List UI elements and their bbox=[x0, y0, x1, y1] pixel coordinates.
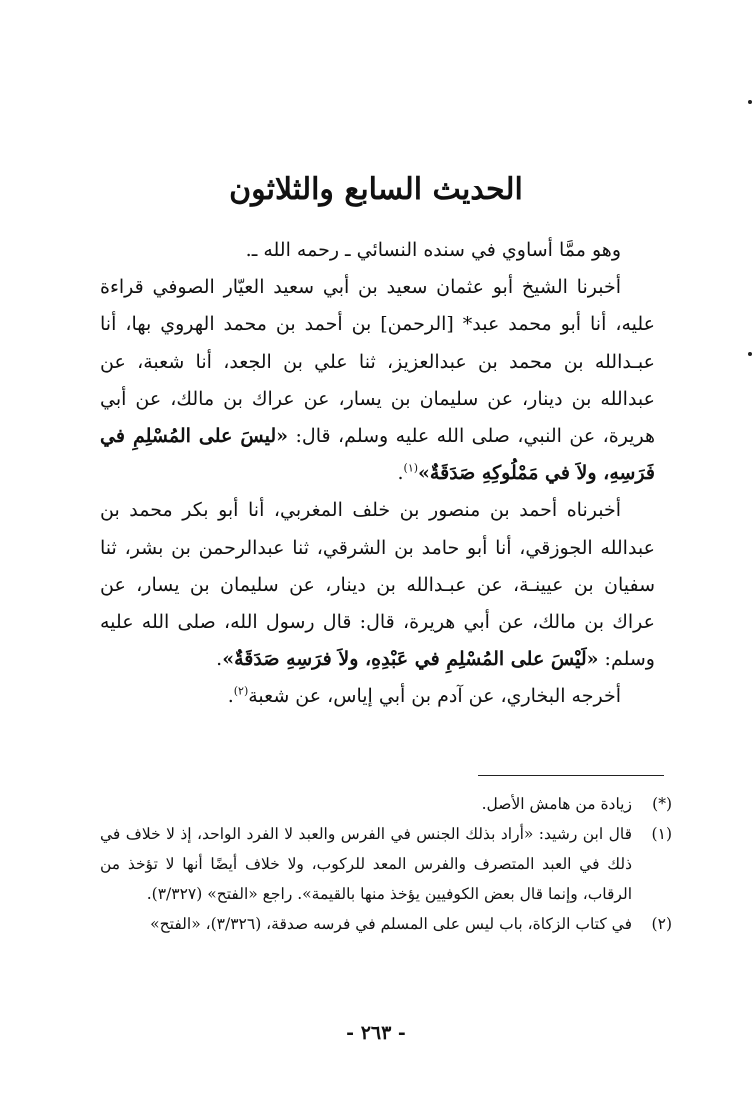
sentence-end: . bbox=[227, 685, 234, 708]
sentence-end: . bbox=[397, 462, 404, 485]
hadith-matn: «لَيْسَ على المُسْلِمِ في عَبْدِهِ، ولاَ فرَسِهِ صَدَقَةٌ» bbox=[222, 648, 599, 671]
page-number: - ٢٦٣ - bbox=[346, 1022, 406, 1044]
footnote-text: قال ابن رشيد: «أراد بذلك الجنس في الفرس والعبد لا الفرد الواحد، إذ لا خلاف في ذلك في العبد المتصرف والفرس المعد للركوب، ولا خلاف أيضًا أنها لا تؤخذ من الرقاب، وإنما قال بعض الكوفيين يؤخذ منها بالقيمة». راجع «الفتح» (٣/٣٢٧). bbox=[100, 825, 632, 903]
paragraph-takhrij bbox=[100, 678, 655, 715]
scan-mark bbox=[748, 100, 752, 104]
paragraph-second-isnad bbox=[100, 492, 655, 678]
footnote-text: في كتاب الزكاة، باب ليس على المسلم في فرسه صدقة، (٣/٣٢٦)، «الفتح» bbox=[150, 915, 632, 933]
footnote-mark: (١) bbox=[651, 825, 672, 843]
isnad-text: أخبرنا الشيخ أبو عثمان سعيد بن أبي سعيد العيّار الصوفي قراءة عليه، أنا أبو محمد عبد* [الرحمن] بن أحمد بن محمد الهروي بها، أنا عبـدالله بن محمد بن عبدالعزيز، ثنا علي بن الجعد، أنا شعبة، عن عبدالله بن دينار، عن سليمان بن يسار، عن عراك بن مالك، عن أبي هريرة، عن النبي، صلى الله عليه وسلم، قال: bbox=[100, 276, 655, 448]
paragraph-first-isnad bbox=[100, 269, 655, 492]
hadith-matn: «ليسَ على المُسْلِمِ في فَرَسِهِ، ولاَ في مَمْلُوكِهِ صَدَقَةٌ» bbox=[100, 425, 655, 485]
paragraph-intro: وهو ممَّا أساوي في سنده النسائي ـ رحمه الله ـ. bbox=[245, 239, 621, 261]
footnote-item bbox=[100, 909, 672, 939]
footnote-text: زيادة من هامش الأصل. bbox=[481, 795, 632, 813]
sentence-end: . bbox=[216, 648, 223, 671]
footnote-mark: (٢) bbox=[651, 915, 672, 933]
footnote-ref-1: (١) bbox=[403, 461, 419, 475]
footnote-ref-2: (٢) bbox=[233, 685, 249, 699]
isnad-text: أخبرناه أحمد بن منصور بن خلف المغربي، أنا أبو بكر محمد بن عبدالله الجوزقي، أنا أبو حامد بن الشرقي، ثنا عبدالرحمن بن بشر، ثنا سفيان بن عيينـة، عن عبـدالله بن دينار، عن سليمان بن يسار، عن عراك بن مالك، عن أبي هريرة، قال: قال رسول الله، صلى الله عليه وسلم: bbox=[100, 499, 655, 671]
footnote-item bbox=[100, 789, 672, 819]
takhrij-text: أخرجه البخاري، عن آدم بن أبي إياس، عن شعبة bbox=[248, 685, 621, 708]
footnote-divider bbox=[478, 775, 664, 776]
footnote-mark: (*) bbox=[652, 795, 672, 813]
footnote-item bbox=[100, 819, 672, 909]
scan-mark bbox=[748, 352, 752, 356]
footnotes-section bbox=[100, 789, 672, 939]
chapter-title: الحديث السابع والثلاثون bbox=[229, 172, 523, 207]
main-text bbox=[100, 232, 655, 716]
